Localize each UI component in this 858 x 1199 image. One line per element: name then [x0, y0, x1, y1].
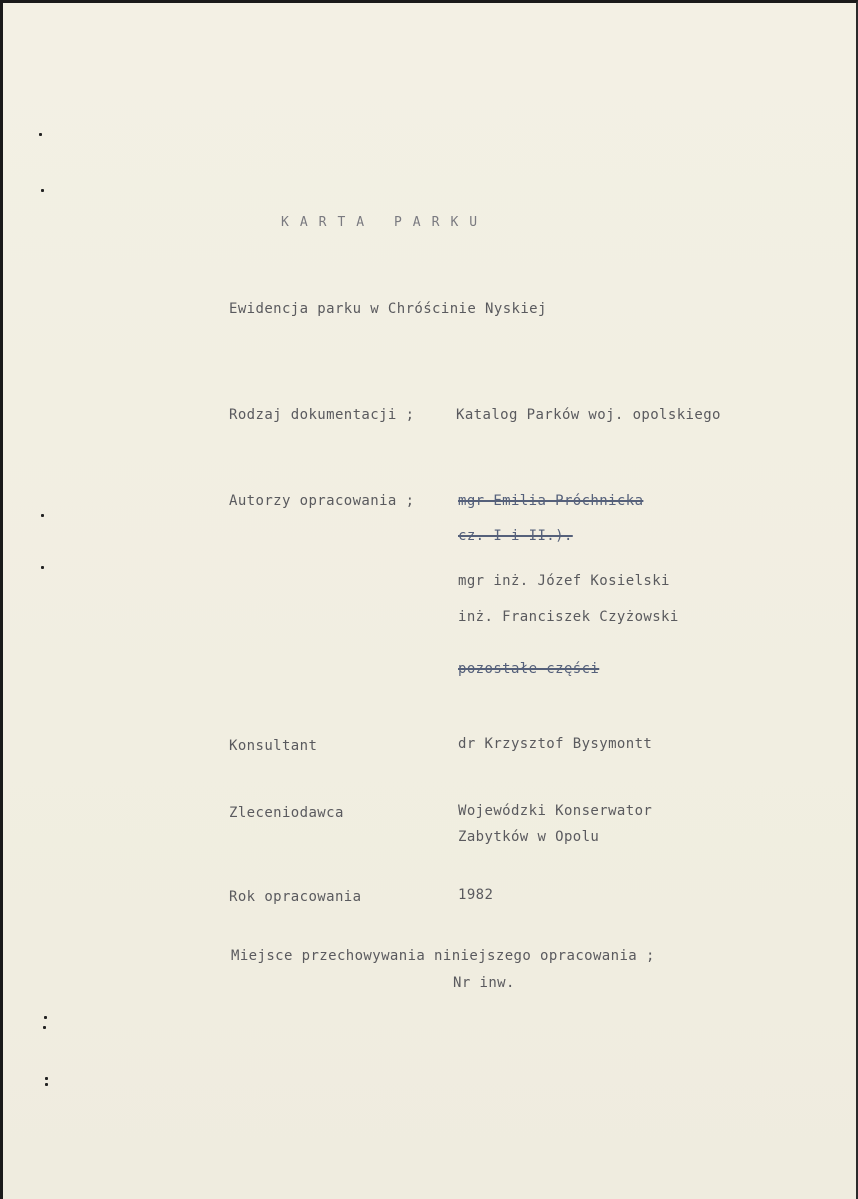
- zleceniodawca-value-2: Zabytków w Opolu: [458, 829, 600, 845]
- margin-mark: [41, 514, 44, 517]
- rok-value: 1982: [458, 887, 494, 903]
- struck-author: mgr Emilia Próchnicka: [458, 493, 644, 509]
- margin-mark: [41, 189, 44, 192]
- author-name-2: inż. Franciszek Czyżowski: [458, 609, 679, 625]
- margin-mark: [43, 1026, 46, 1029]
- konsultant-label: Konsultant: [229, 738, 318, 754]
- miejsce-value: Nr inw.: [453, 975, 515, 991]
- author-name-1: mgr inż. Józef Kosielski: [458, 573, 670, 589]
- margin-mark: [41, 566, 44, 569]
- miejsce-label: Miejsce przechowywania niniejszego opracowania ;: [231, 948, 655, 964]
- rok-label: Rok opracowania: [229, 889, 362, 905]
- subtitle: Ewidencja parku w Chróścinie Nyskiej: [229, 301, 547, 317]
- margin-mark: [39, 133, 42, 136]
- rodzaj-label: Rodzaj dokumentacji ;: [229, 407, 415, 423]
- margin-mark: [45, 1077, 48, 1080]
- margin-mark: [44, 1016, 47, 1019]
- struck-parts: cz. I i II.).: [458, 528, 573, 544]
- konsultant-value: dr Krzysztof Bysymontt: [458, 736, 653, 752]
- document-title: KARTA PARKU: [281, 215, 489, 230]
- struck-remaining-parts: pozostałe części: [458, 661, 600, 677]
- zleceniodawca-value-1: Wojewódzki Konserwator: [458, 803, 653, 819]
- zleceniodawca-label: Zleceniodawca: [229, 805, 344, 821]
- margin-mark: [45, 1083, 48, 1086]
- rodzaj-value: Katalog Parków woj. opolskiego: [456, 407, 721, 423]
- autorzy-label: Autorzy opracowania ;: [229, 493, 415, 509]
